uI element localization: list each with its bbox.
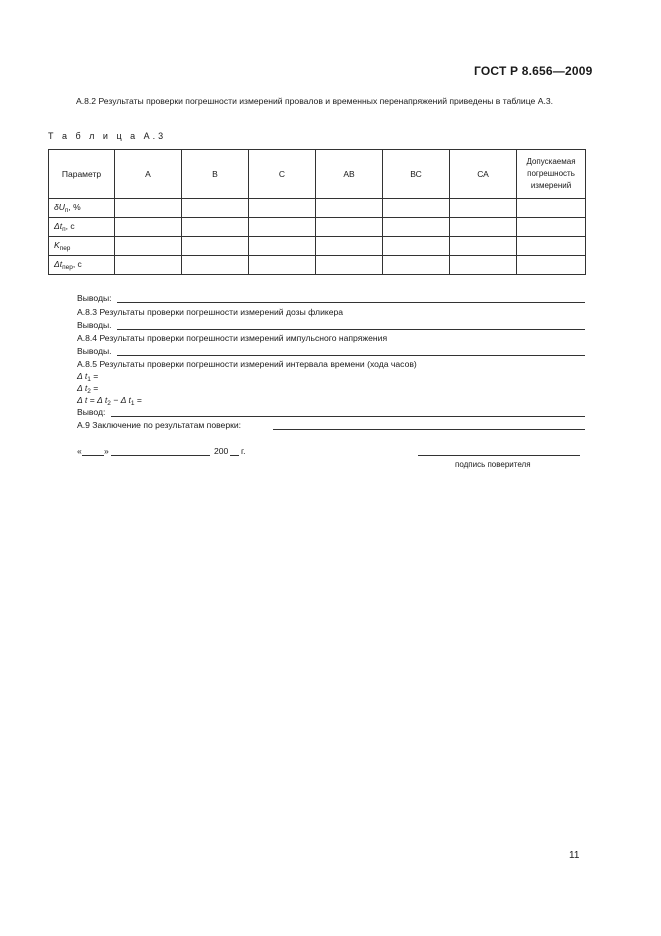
section-a9: А.9 Заключение по результатам поверки: <box>77 420 242 430</box>
table-cell <box>450 199 517 218</box>
conclusions-3-label: Выводы. <box>77 346 112 356</box>
section-a85: А.8.5 Результаты проверки погрешности измерений интервала времени (хода часов) <box>77 359 417 369</box>
dt2-eq: = <box>90 383 99 393</box>
dt1-symbol: Δ t <box>77 371 88 381</box>
param-sub: пер <box>62 264 73 271</box>
intro-paragraph: А.8.2 Результаты проверки погрешности измерений провалов и временных перенапряжений приведены в таблице А.3. <box>76 96 554 106</box>
date-year-line <box>230 455 239 456</box>
table-header-row <box>49 150 586 199</box>
section-a84: А.8.4 Результаты проверки погрешности измерений импульсного напряжения <box>77 333 388 343</box>
table-cell <box>316 237 383 256</box>
table-cell <box>182 199 249 218</box>
row-param-dtper <box>49 256 115 275</box>
param-unit: , с <box>65 221 75 231</box>
param-sub: пер <box>59 245 71 252</box>
param-sub: п <box>64 207 69 214</box>
table-cell <box>450 256 517 275</box>
dt2-sub: 2 <box>87 388 91 395</box>
date-day-line <box>82 455 104 456</box>
header-c: С <box>249 150 316 199</box>
param-sub: п <box>62 226 66 233</box>
delta-t2 <box>77 383 98 395</box>
date-close: » <box>104 446 109 456</box>
row-param-kper <box>49 237 115 256</box>
table-cell <box>115 237 182 256</box>
tolerance-line-1: Допускаемая <box>526 157 576 166</box>
table-cell <box>316 256 383 275</box>
dt-left: Δ t <box>77 395 88 405</box>
date-open: « <box>77 446 82 456</box>
table-cell <box>517 199 586 218</box>
table-cell <box>316 199 383 218</box>
table-cell <box>182 256 249 275</box>
table-cell <box>517 237 586 256</box>
table-cell <box>450 237 517 256</box>
param-unit: , с <box>72 259 82 269</box>
dt-sub2: 2 <box>107 400 111 407</box>
table-cell <box>249 218 316 237</box>
tolerance-line-3: измерений <box>530 181 572 190</box>
table-cell <box>115 256 182 275</box>
conclusions-1-label: Выводы: <box>77 293 112 303</box>
param-symbol: Δt <box>54 221 63 231</box>
table-cell <box>249 256 316 275</box>
dt-eq: = <box>134 395 142 405</box>
conclusions-2-label: Выводы. <box>77 320 112 330</box>
date-year: 200 <box>214 446 229 456</box>
param-symbol: Δt <box>54 259 63 269</box>
header-ab: АВ <box>316 150 383 199</box>
table-cell <box>517 256 586 275</box>
table-cell <box>383 199 450 218</box>
table-caption: Т а б л и ц а А.3 <box>48 131 167 141</box>
header-tolerance <box>517 150 586 199</box>
header-ca: СА <box>450 150 517 199</box>
date-year-suffix: г. <box>241 446 246 456</box>
dt1-eq: = <box>90 371 99 381</box>
conclusions-2-line <box>117 329 585 330</box>
table-cell <box>383 237 450 256</box>
table-cell <box>450 218 517 237</box>
param-unit: , % <box>68 202 81 212</box>
a9-line <box>273 429 585 430</box>
table-cell <box>383 256 450 275</box>
header-b: В <box>182 150 249 199</box>
conclusions-3-line <box>117 355 585 356</box>
table-row <box>49 256 586 275</box>
tolerance-line-2: погрешность <box>527 169 575 178</box>
table-cell <box>182 237 249 256</box>
table-cell <box>383 218 450 237</box>
section-a83: А.8.3 Результаты проверки погрешности измерений дозы фликера <box>77 307 344 317</box>
header-a: А <box>115 150 182 199</box>
row-param-dtp <box>49 218 115 237</box>
dt-mid: = Δ t <box>87 395 108 405</box>
table-row <box>49 237 586 256</box>
table-cell <box>249 237 316 256</box>
param-symbol: K <box>54 240 60 250</box>
dt-sub1: 1 <box>130 400 135 407</box>
table-cell <box>517 218 586 237</box>
header-bc: ВС <box>383 150 450 199</box>
table-row <box>49 218 586 237</box>
conclusion-line <box>111 416 585 417</box>
table-row <box>49 199 586 218</box>
results-table <box>48 149 586 275</box>
delta-t-formula <box>77 395 142 407</box>
signature-label: подпись поверителя <box>455 460 531 469</box>
table-cell <box>182 218 249 237</box>
header-parameter: Параметр <box>49 150 115 199</box>
signature-line <box>418 455 580 456</box>
row-param-du <box>49 199 115 218</box>
table-cell <box>115 199 182 218</box>
conclusions-1-line <box>117 302 585 303</box>
table-cell <box>249 199 316 218</box>
conclusion-label: Вывод: <box>77 407 106 417</box>
param-symbol: δU <box>54 202 65 212</box>
delta-t1 <box>77 371 98 383</box>
date-month-line <box>111 455 210 456</box>
dt1-sub: 1 <box>87 376 91 383</box>
table-cell <box>115 218 182 237</box>
page-number: 11 <box>569 850 580 861</box>
document-code: ГОСТ Р 8.656—2009 <box>474 64 593 78</box>
table-cell <box>316 218 383 237</box>
dt-minus: − Δ t <box>110 395 131 405</box>
dt2-symbol: Δ t <box>77 383 88 393</box>
